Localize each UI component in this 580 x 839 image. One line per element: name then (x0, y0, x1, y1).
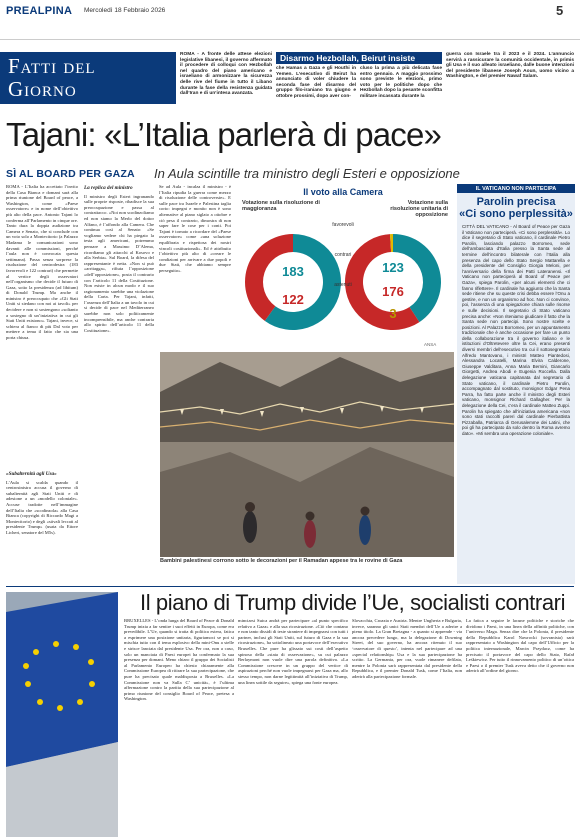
eu-article-column-3: Slovacchia, Croazia e Austria. Mentre Ungheria e Bulgaria, invece, saranno gli unici Stati membri dell’Ue a aderire a pieno titolo. La Gran Bretagna - a quanto si apprende - via ancora precedere lungo, ma la delegazione di Downing Street, del suo governo, ha ancora ritenuto il suo ‘osservatore di questo’, intenta nel partecipare ad una «special relationship» Usa e la sua partecipazione ha scritto. La Germania, per ora, vuole rimanere defilata, mentre la Polonia sarà rappresentata dal presidente della Repubblica, e il premier Donald Tusk, come l’Italia, non aderirà alla partecipazione formale. (352, 618, 462, 679)
vote-chart (238, 184, 448, 354)
chart-title: Il voto alla Camera (303, 187, 383, 197)
photo-caption: Bambini palestinesi corrono sotto le decorazioni per il Ramadan appese tra le rovine di Gaza (160, 558, 403, 564)
legend-astenuti: astenuti (334, 282, 352, 288)
chart-left-label: Votazione sulla risoluzione di maggioranza (242, 200, 320, 212)
value-label-0-contrari: 122 (282, 292, 304, 307)
eu-article-column-4: La fatica a seguire le lacune politiche e storiche che dividono i Paesi, in una linea della affinità politiche, con l’universo Maga. Senza dire che la Polonia, il presidente della Repubblica Karol Nawrocki (sovranista) sarà rappresentato a Washington dal capo dell’Ufficio per la politica internazionale, Marcin Przydacz, come ha precisato il portavoce del capo dello Stato, Rafał Leśkiewicz. Per tutto il rinnovamento politico di un’ottica e Paesi o il premier Tusk aveva detto che il governo non aderirà all’ordine del giorno. (466, 618, 574, 674)
hezbollah-column-2: cluso la prima a più delicata fase entro gennaio. A maggio prossimo sono previste le elezioni, primo voto per le politiche dopo che Hezbollah dopo la pesante sconfitta militare incassata durante la (360, 66, 442, 99)
rubric-line-1: Fatti del (8, 54, 96, 78)
dateline: Mercoledì 18 Febbraio 2026 (84, 7, 166, 14)
gaza-photo (160, 352, 454, 557)
eu-article-column-2: minciarsi Suica andrà per partecipare «al punto specifico relativo a Gaza» e alla sua ricostruzione. «Ciò che contano e non tanto dissidi di teste straniere di impegnarsi con tutti i partner, inclusi gli Stati Uniti, sul futuro di Gaza e la sua ricostruzione», ha sottolineato una portavoce dell’esecutivo Bruxelles. Che pure ha glissato sui costi dell’aspetto spinoso della «stata di osservazione», su cui palazzo Berlaymont non vuole dire una parola definitiva. «La Commissione crescere in un gruppo del vertice di aspirazioni perché non vuole impegnarsi per Gaza ma, allo stesso tempo, non darne legittimità all’iniziativa di Trump, una linea sottile da seguire», spiega una fonte europea. (238, 618, 348, 685)
gaza-photo-image (160, 352, 454, 557)
page-number: 5 (556, 3, 564, 18)
value-label-0-favorevoli: 183 (282, 264, 304, 279)
sidebar-body: CITTÀ DEL VATICANO - Al Board of Peace per Gaza il Vaticano non parteciperà. «Ci sono perplessità». Lo dice il segretario di Stato vaticano, il cardinale Pietro Parolin, lasciando palazzo Borromeo, sede dell’ambasciata d’Italia presso la Santa sede al termine dell’incontro bilaterale con l’Italia alla presenza del capo dello Stato Sergio Mattarella e della presidente del Consiglio Giorgia Meloni, per l’anniversario della firma dei Patti Lateranensi. «Il Vaticano non parteciperà al Board of Peace per Gaza», spiega Parolin, «per alcuni elementi che ci fanno riflettere». Il cardinale ha aggiunto che la Santa sede ritiene che su queste crisi debba essere l’Onu a gestire, e non un organismo ad hoc. Non ci convince, poi, l’assenza di una spiegazione chiara sulle risorse e sulle decisioni. Il segretario di Stato vaticano precisa anche: «Non riteniamo giudicare il fatto che la Santa sede non partecipi. Sono nostre scelte e posizioni. Al Palazzo Borromeo, per un appuntamento tradizionale che è anche occasione per fare un punto della collaborazione tra il governo italiano e le istituzioni d’Oltretevere oltre la Cei, erano presenti diversi membri dell’esecutivo tra cui il sottosegretario Alfredo Mantovano, i ministri Matteo Piantedosi, Alessandra Locatelli, Marina Elvira Calderone, Giuseppe Valditara, Anna Maria Bernini, Giancarlo Giorgetti, Andrea Abodi e Eugenia Roccella. Dalla delegazione vaticana capitanata dal segretario di Stato vaticano, il cardinale Pietro Parolin, accompagnato dal sostituto, monsignor Edgar Pena Parra, ha fatto parte anche il ministro degli Esteri vaticano, monsignor Richard Gallagher. Per la delegazione della Cei, c’era il cardinale Matteo Zuppi. Parolin ha spiegato che all’iniziativa americana «non sono stati raccolti pareri dal cardinale Pierbattista Pizzaballa, Patriarca di Gerusalemme dei Latini, che poi gli ha partecipato da solo dentro la Roma avremo dato». «Mi sembra una operazione coloniale». (462, 224, 570, 436)
eu-article-column-1: BRUXELLES - L’onda lunga del Board of Peace di Donald Trump inizia a far sentire i suoi effetti in Europa, come era prevedibile. L’Ue, quando si tratta di politica estera, fatica a esprimere una posizione unitaria, figuriamoci se poi si mischia tutto con il tema esplosivo della mini-Onu a stelle e strisce lanciata dal presidente Usa. Per ora, non a caso, solo un manciata di Paesi europei ha confermato la sua presenza per domani. Meno chiaro il gruppo dei Socialisti al Parlamento Europeo ha chiesto chiaramente alla Commissione Europea di ritirare la sua partecipazione, che pure ha precisato quale maldisposta a Bruxelles. «La Commissione non va Sulla C’ unicità», è l’ultima affermazione contro la partita della sua partecipazione al primo riunione del consiglio Board of Peace, pretesa a Washington. (124, 618, 234, 702)
article-column-1-continued (6, 470, 78, 536)
brief-lebanon-1: ROMA - A fronte delle attese elezioni legislative libanesi, il governo affermato il procedere di colloqui con Hezbollah nel quadro del piano americano e israeliano di armonizzare la sicurezza delle rive del fiume in tutto il Libano durante la fase della resistenza guidata dall’Iran e di un’intesa avanzata. (180, 52, 272, 97)
eu-flag-photo (6, 592, 118, 837)
masthead-logo: PREALPINA (6, 5, 73, 17)
article-column-1: ROMA - L’Italia ha accettato l’invito della Casa Bianca e domani sarà alla prima riunione del Board of peace, a Washington, come «Paese osservatore» e in nome dell’obiettivo più alto della pace. Antonio Tajani lo conferma all’Parlamento in cinque ore. Tanto dura la doppia audizione tra Camera e Senato, che si conclude con un voto solo a Montecitorio (a Palazzo Madama le comunicazioni sono davanti alle commissioni, perché l’aula non è convocata questa settimana). Passa senza sorprese la risoluzione del centrodestra (183 favorevoli e 122 contrari) che permette al vertice degli osservatori nell’organismo che decide il futuro di Gaza, sotto la presidenza (ad libitum) di Donald Trump. Ma anche il ministro è preoccupato che «Gli Stati Uniti si siedano con noi ai tavoli» per decidere e non si sostengono «soltanto a sostegno di un’iniziativa in cui gli Stati Uniti esistono». Tajani, invece, si schiera al fianco di più Dal voto per mettere a tema il fatto che sia una porta chiusa. (6, 184, 78, 341)
subsection-text: L’Aula si scalda quando il centrosinistra accusa il governo di subalternità agli Stati Uniti e di adesione a un «modello coloniale». Accuse tradotte nell’immagine dell’Italia che «scodinzola» alla Casa Bianca (copyright di Riccardo Magi a Montecitorio) e degli «stivali leccati al presidente Trump» (usata da Ettore Licheri, senatore del M5s). (6, 479, 78, 535)
chart-right-label: Votazione sulla risoluzione unitaria di opposizione (390, 200, 448, 218)
subheadline: In Aula scintille tra ministro degli Esteri e opposizione (154, 166, 460, 181)
section-rubric (0, 52, 176, 104)
subsection-title: «Subalternità agli Usa» (6, 471, 57, 477)
sidebar-quote: «Ci sono perplessità» (459, 208, 573, 220)
kicker: SÌ AL BOARD PER GAZA (6, 168, 135, 180)
sidebar-tag: IL VATICANO NON PARTECIPA (457, 184, 575, 193)
hezbollah-headline: Disarmo Hezbollah, Beirut insiste (276, 52, 442, 64)
sidebar-title: Parolin precisa (476, 196, 556, 208)
brief-lebanon-3: guerra con Israele tra il 2023 e il 2024. L’annuncio servirà a rassicurare la comunità occidentale, in primis gli Usa e il suo alleato israeliano, dalle buone intenzioni del presidente libanese Joseph Aoun, uomo vicino a Washington, e del premier Nawaf Salam. (446, 52, 574, 80)
value-label-1-astenuti: 3 (389, 306, 397, 321)
legend-favorevoli: favorevoli (332, 222, 354, 228)
top-bar (0, 0, 580, 40)
rubric-line-2: Giorno (8, 77, 77, 101)
article-column-2 (84, 184, 154, 333)
article-column-3: Se ad Aula - incalza il ministro - è l’Italia ripudia la guerra come mezzo di risoluzione delle controversie». E sulle pace tra Israele e Palestina taglia corto: impegni e monito non è sono alternative al piano siglato a ottobre e ciò pesa il contrario, dimostra di non saper fare le cose per i conti. Poi Tajani è tornato a ricordare del «Paese osservatore» come «una soluzione equilibrata e rispettosa dei nostri vincoli costituzionali». Ed è attribuito l’obiettivo più alto di «creare le condizioni per arrivare a due popoli e due Stati, che abbiamo sempre perseguito». (159, 184, 231, 273)
main-headline: Tajani: «L’Italia parlerà di pace» (6, 116, 442, 153)
hezbollah-column-1: che Hamas a Gaza e gli Houthi in Yemen. L’esecutivo di Beirut ha annunciato di voler chiudere la seconda fase del disarmo del gruppo filo-iraniano tra giugno e ottobre prossimi, dopo aver con- (276, 66, 356, 99)
slice-1-favorevoli (393, 234, 441, 322)
eu-flag-image (6, 592, 118, 837)
subsection-title: La replica del ministro (84, 185, 133, 191)
second-headline: Il piano di Trump divide l’Ue, socialisti contrari (140, 590, 566, 615)
subsection-text: Il ministro degli Esteri ingranando sulle proprie risposte, ribadisce la sua preoccupazione e passa al contrattacco. «Noi non scodinzoliamo ed non siamo la Merlo del dottor Alfano, è l’affondo alla Camera. Che continua così al Senato: «Se vogliamo vedere chi ha piegato la testa agli americani, potremmo pensare a Massimo D’Alema, ricordiamo gli attacchi al Kosovo e alla Serbia». Sul Board, la difesa del rappresentante è netta. «Non si può «arritagga», rifiuta l’opposizione «dell’opposizione», posta il contrario con l’articolo 11 della Costituzione. Non esiste in alcun modo e il suo ragionamento sarebbe una violazione della Carta. Per Tajani, infatti, l’assenza dell’Italia a un tavolo in cui si decide di pace nel Mediterraneo sarebbe non solo politicamente incomprensibile, ma anche contraria allo spirito dell’articolo 11 della Costituzione». (84, 193, 154, 333)
value-label-1-contrari: 176 (382, 284, 404, 299)
section-divider (6, 586, 574, 587)
chart-source: ANSA (424, 342, 437, 347)
legend-contrari: contrari (334, 252, 352, 258)
value-label-1-favorevoli: 123 (382, 260, 404, 275)
vatican-sidebar (457, 184, 575, 584)
